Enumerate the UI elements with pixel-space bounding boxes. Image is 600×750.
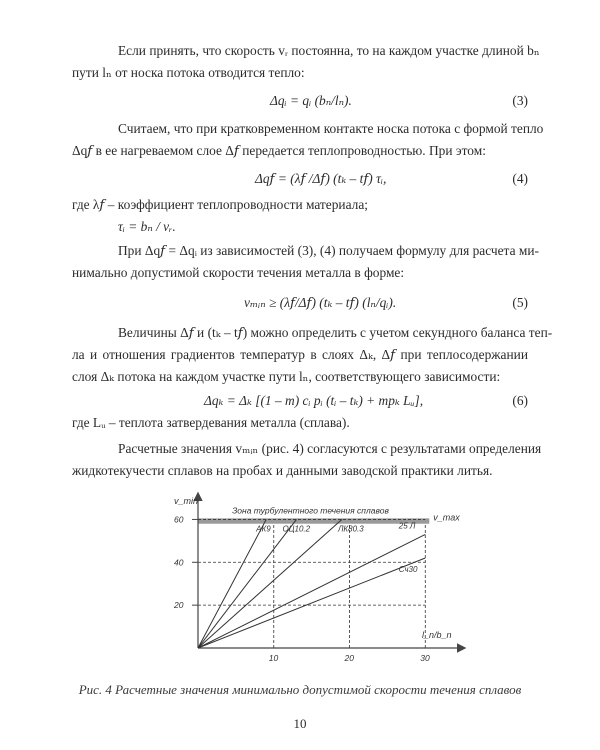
series-label: АК9: [256, 524, 271, 534]
series-label: ЛК80.3: [337, 524, 364, 534]
vmax-label: v_max: [433, 512, 460, 523]
series-label: ОЦ10.2: [282, 524, 311, 534]
equation-4: Δq𝑓 = (λ𝑓 /Δ𝑓) (tₖ – t𝑓) τᵢ,: [255, 171, 387, 186]
equation-number: (6): [512, 393, 528, 408]
zone-label: Зона турбулентного течения сплавов: [232, 505, 389, 516]
equation-number: (5): [512, 295, 528, 310]
x-tick-label: 30: [420, 653, 430, 663]
paragraph-line: пути lₙ от носка потока отводится тепло:: [72, 65, 305, 80]
equation-number: (3): [512, 93, 528, 108]
paragraph-line: Величины Δ𝑓 и (tₖ – t𝑓) можно определить с учетом секундного баланса теп-: [118, 325, 553, 340]
figure-4-chart: [0, 488, 600, 668]
paragraph-line: При Δq𝑓 = Δqᵢ из зависимостей (3), (4) получаем формулу для расчета ми-: [118, 243, 539, 258]
equation-number: (4): [512, 171, 528, 186]
x-axis-label: l_n/b_n: [422, 630, 452, 640]
paragraph-line: Δq𝑓 в ее нагреваемом слое Δ𝑓 передается теплопроводностью. При этом:: [72, 143, 486, 158]
equation-6: Δqₖ = Δₖ [(1 – m) cᵢ pᵢ (tᵢ – tₖ) + mpₖ Lᵤ],: [204, 393, 424, 408]
definition-line: где λ𝑓 – коэффициент теплопроводности материала;: [72, 197, 368, 212]
series-line: [198, 519, 266, 648]
x-tick-label: 20: [344, 653, 354, 663]
paragraph-line: Расчетные значения vₘᵢₙ (рис. 4) согласуются с результатами определения: [118, 441, 542, 456]
series-line: [198, 519, 342, 648]
paragraph-line: Если принять, что скорость vᵣ постоянна, то на каждом участке длиной bₙ: [118, 43, 540, 58]
definition-line: τᵢ = bₙ / vᵣ.: [118, 219, 176, 234]
equation-5: vₘᵢₙ ≥ (λ𝑓/Δ𝑓) (tₖ – t𝑓) (lₙ/qᵢ).: [244, 295, 397, 310]
y-tick-label: 40: [174, 557, 184, 568]
y-tick-label: 20: [174, 600, 184, 611]
definition-line: где Lᵤ – теплота затвердевания металла (сплава).: [72, 415, 350, 430]
series-line: [198, 534, 425, 648]
page-number: 10: [293, 716, 307, 731]
paragraph-line: жидкотекучести сплавов на пробах и данными заводской практики литья.: [72, 463, 493, 478]
y-axis-label: v_min: [174, 496, 199, 506]
equation-3: Δqᵢ = qᵢ (bₙ/lₙ).: [270, 93, 352, 108]
x-tick-label: 10: [268, 653, 279, 663]
paragraph-line: слоя Δₖ потока на каждом участке пути lₙ, соответствующего зависимости:: [72, 369, 501, 384]
paragraph-line: нимально допустимой скорости течения металла в форме:: [72, 265, 405, 280]
series-label: 25 Л: [398, 521, 416, 531]
series-label: Сч30: [398, 565, 418, 574]
paragraph-line: ла и отношения градиентов температур в слоях Δₖ, Δ𝑓 при теплосодержании: [72, 347, 528, 362]
paragraph-line: Считаем, что при кратковременном контакте носка потока с формой тепло: [118, 121, 544, 136]
figure-caption: Рис. 4 Расчетные значения минимально допустимой скорости течения сплавов: [78, 682, 522, 697]
y-tick-label: 60: [174, 514, 184, 525]
